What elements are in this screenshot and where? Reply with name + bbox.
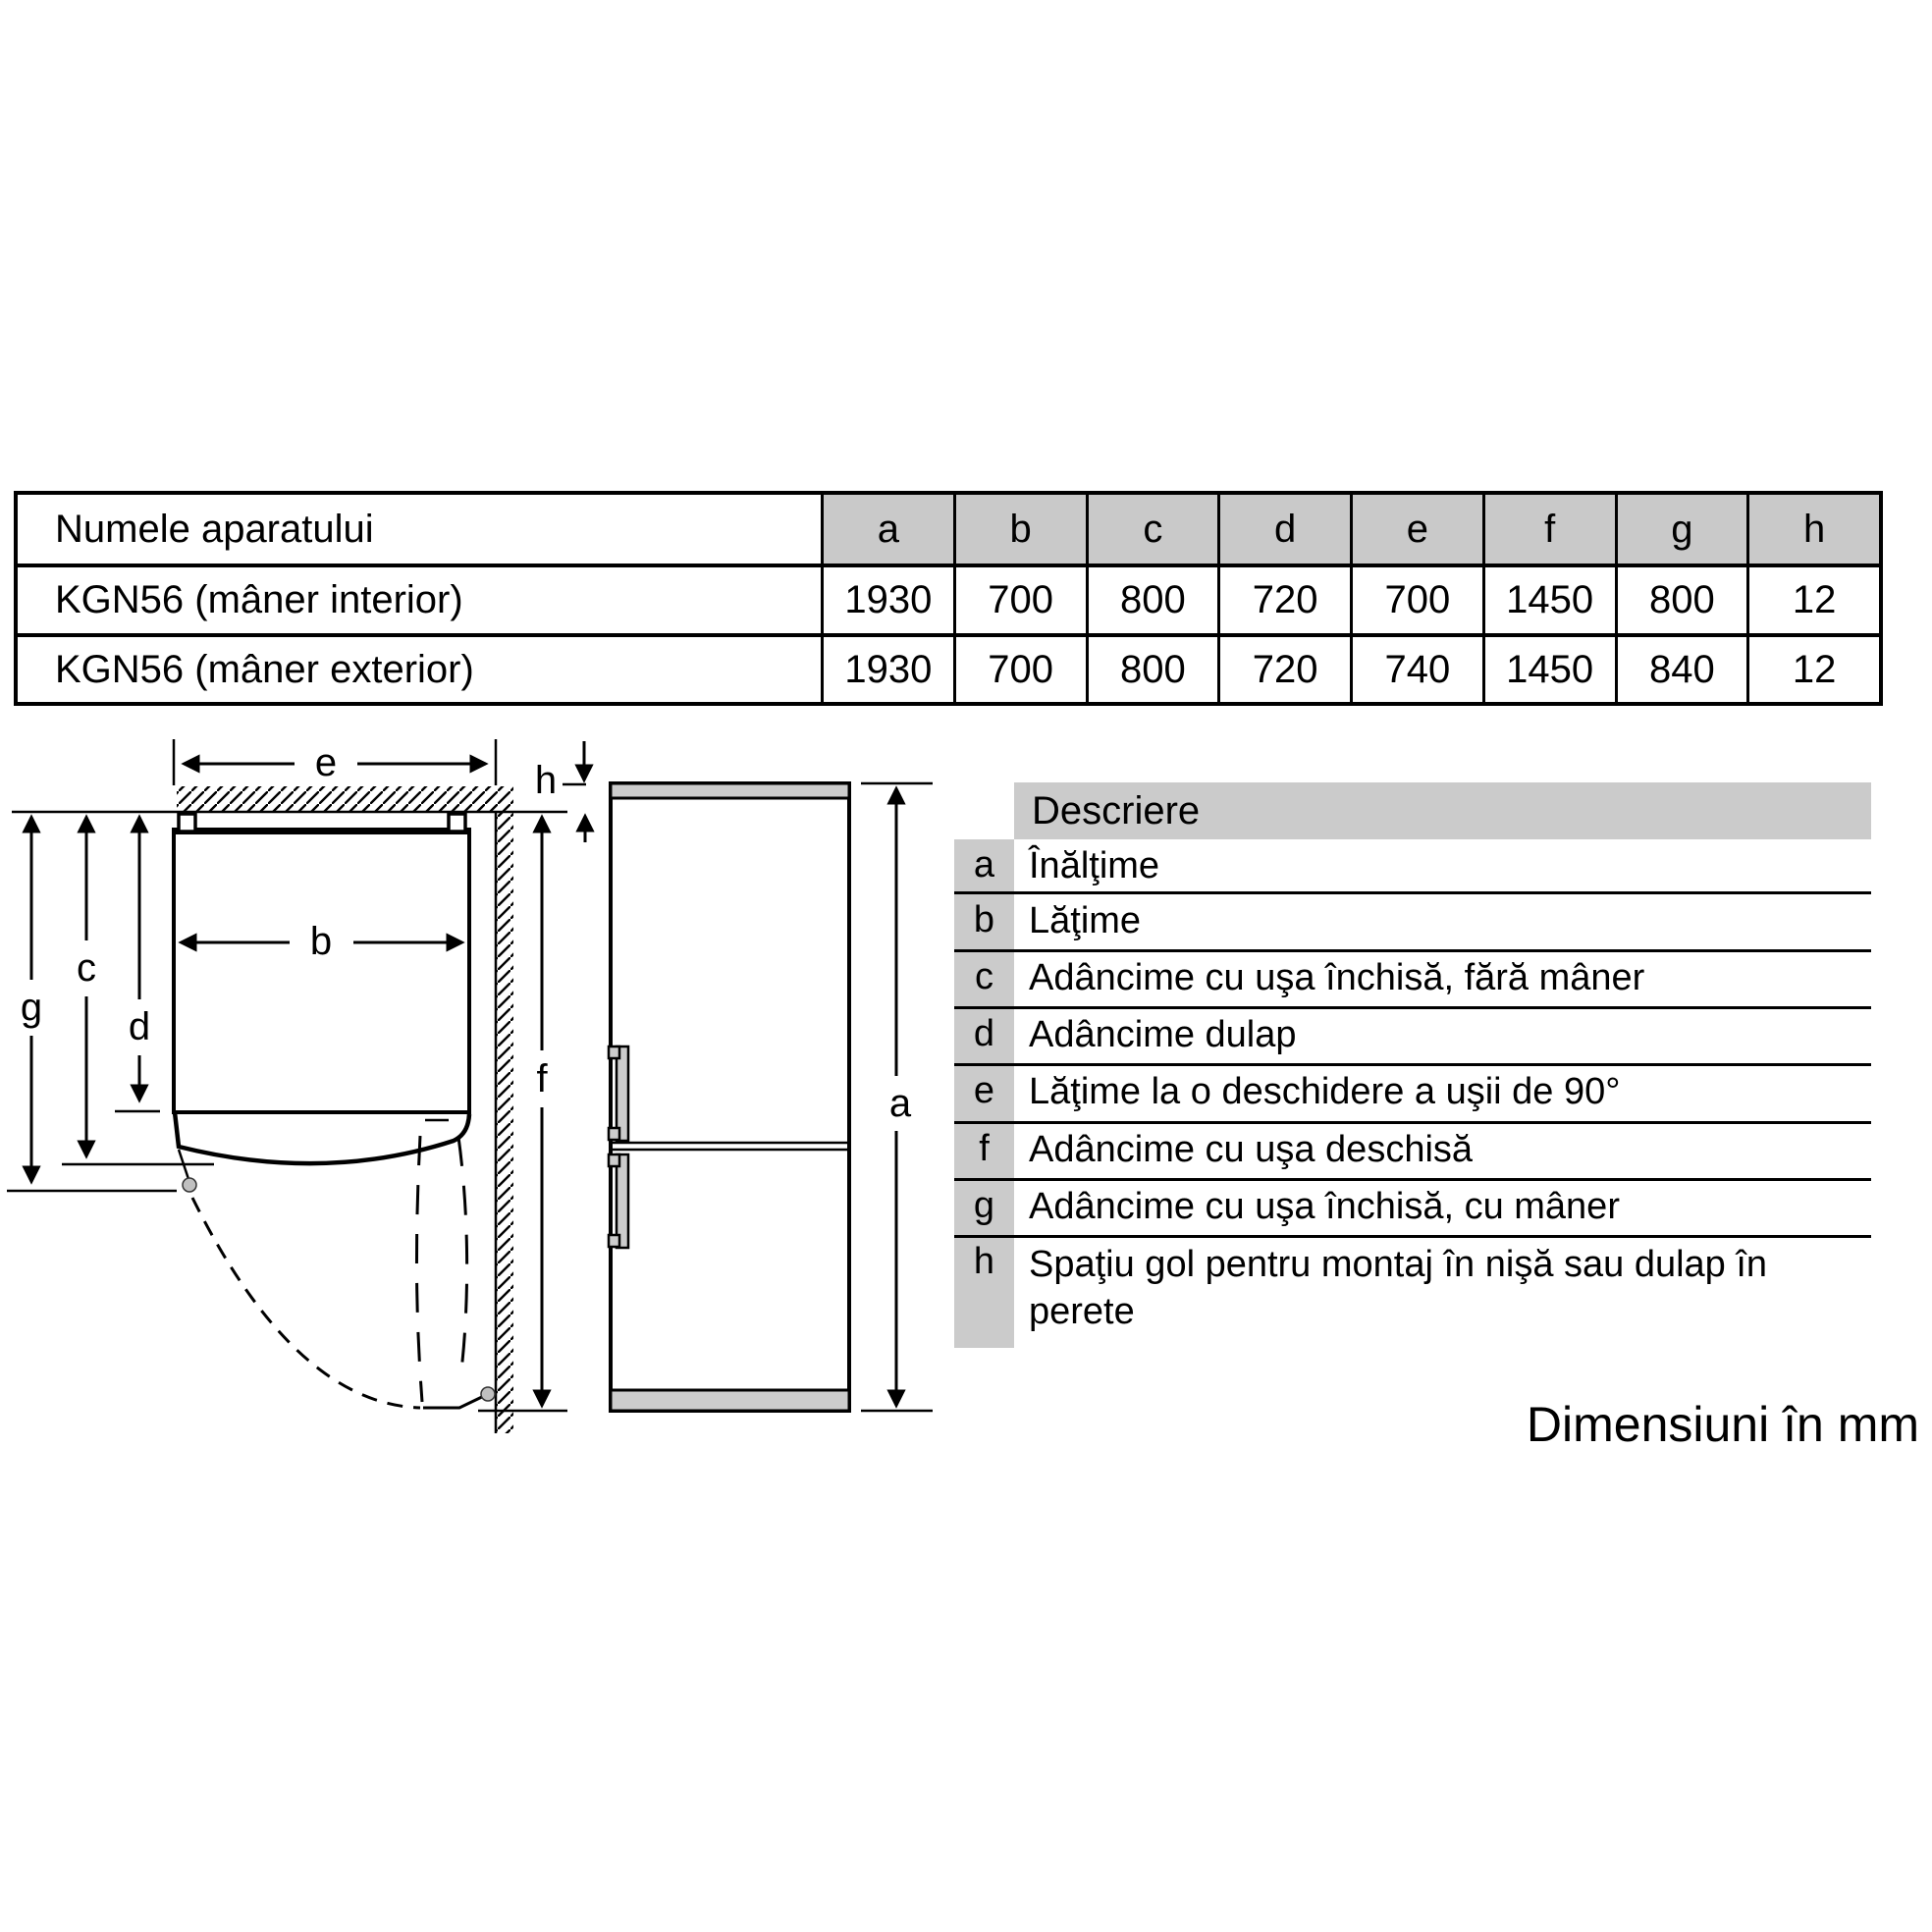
spec-col-header-b: b	[953, 495, 1086, 564]
spec-value: 800	[1615, 564, 1747, 632]
hinge-block-left	[179, 814, 195, 832]
description-separator	[954, 1235, 1871, 1238]
spec-value: 700	[953, 564, 1086, 632]
spec-value: 700	[1350, 564, 1482, 632]
spec-col-header-a: a	[821, 495, 953, 564]
description-row-b	[954, 894, 1871, 946]
dim-label-b: b	[309, 920, 333, 963]
description-letter: f	[979, 1128, 990, 1169]
door-open-dashed-outer	[458, 1137, 467, 1370]
hinge-block-right	[449, 814, 465, 832]
description-text: Lăţime	[1029, 899, 1142, 941]
spec-col-header-e: e	[1350, 495, 1482, 564]
spec-value: 700	[953, 633, 1086, 702]
description-header: Descriere	[1014, 782, 1871, 839]
dim-label-g: g	[20, 986, 43, 1029]
hinge-pivot-left	[183, 1178, 196, 1192]
dim-label-a: a	[888, 1082, 912, 1125]
spec-value: 800	[1086, 633, 1218, 702]
description-row-c	[954, 951, 1871, 1003]
handle-lower-nub-top	[609, 1154, 619, 1166]
description-text: Înălţime	[1029, 844, 1160, 886]
door-open-dashed-inner	[416, 1136, 422, 1402]
spec-value: 800	[1086, 564, 1218, 632]
spec-value: 840	[1615, 633, 1747, 702]
description-letter: b	[973, 899, 995, 940]
description-text: Adâncime cu uşa deschisă	[1029, 1128, 1474, 1170]
description-row-f	[954, 1123, 1871, 1175]
description-row-e	[954, 1065, 1871, 1117]
spec-col-header-g: g	[1615, 495, 1747, 564]
spec-value: 720	[1217, 633, 1350, 702]
spec-table	[14, 491, 1883, 706]
spec-value: 720	[1217, 564, 1350, 632]
description-row-h	[954, 1241, 1871, 1349]
description-letter: c	[975, 956, 993, 997]
dim-label-f: f	[536, 1057, 548, 1100]
spec-value: 740	[1350, 633, 1482, 702]
description-text: Adâncime cu uşa închisă, cu mâner	[1029, 1185, 1620, 1227]
description-row-d	[954, 1008, 1871, 1060]
spec-value: 12	[1746, 633, 1879, 702]
appliance-body	[611, 783, 849, 1411]
appliance-top-band	[611, 783, 849, 798]
spec-row-name: KGN56 (mâner exterior)	[18, 633, 821, 702]
spec-table-name-header: Numele aparatului	[18, 495, 821, 564]
handle-upper-bar	[617, 1046, 628, 1141]
description-text: Lăţime la o deschidere a uşii de 90°	[1029, 1070, 1621, 1112]
spec-value: 1930	[821, 564, 953, 632]
description-letter: h	[973, 1241, 995, 1282]
appliance-bottom-band	[611, 1390, 849, 1411]
handle-upper-nub-bottom	[609, 1128, 619, 1140]
wall-hatch-top	[177, 786, 513, 812]
dim-label-d: d	[128, 1005, 151, 1048]
spec-col-header-c: c	[1086, 495, 1218, 564]
door-swing-arc	[192, 1198, 420, 1408]
spec-value: 1450	[1482, 564, 1615, 632]
description-letter: g	[973, 1185, 995, 1226]
spec-value: 1450	[1482, 633, 1615, 702]
spec-col-header-f: f	[1482, 495, 1615, 564]
description-letter: a	[973, 844, 995, 886]
wall-hatch-right	[496, 812, 513, 1433]
spec-col-header-h: h	[1746, 495, 1879, 564]
dim-label-e: e	[314, 741, 338, 784]
description-row-g	[954, 1180, 1871, 1232]
dim-label-c: c	[77, 946, 96, 990]
description-letter: d	[973, 1013, 995, 1054]
description-letter: e	[973, 1070, 995, 1111]
spec-value: 12	[1746, 564, 1879, 632]
description-text: Adâncime cu uşa închisă, fără mâner	[1029, 956, 1645, 998]
front-view-diagram	[609, 783, 933, 1411]
spec-value: 1930	[821, 633, 953, 702]
door-open-bottom-edge	[423, 1395, 486, 1408]
description-text: Spaţiu gol pentru montaj în nişă sau dulap în perete	[1029, 1244, 1768, 1332]
description-row-a	[954, 839, 1871, 891]
cabinet-top-view	[174, 830, 469, 1112]
description-text: Adâncime dulap	[1029, 1013, 1297, 1055]
dim-label-h: h	[534, 759, 558, 802]
top-view-diagram	[7, 739, 586, 1433]
handle-upper-nub-top	[609, 1046, 619, 1058]
spec-row-name: KGN56 (mâner interior)	[18, 564, 821, 632]
handle-lower-nub-bottom	[609, 1235, 619, 1247]
hinge-pivot-right	[481, 1387, 495, 1401]
spec-col-header-d: d	[1217, 495, 1350, 564]
units-note: Dimensiuni în mm	[1526, 1397, 1919, 1452]
